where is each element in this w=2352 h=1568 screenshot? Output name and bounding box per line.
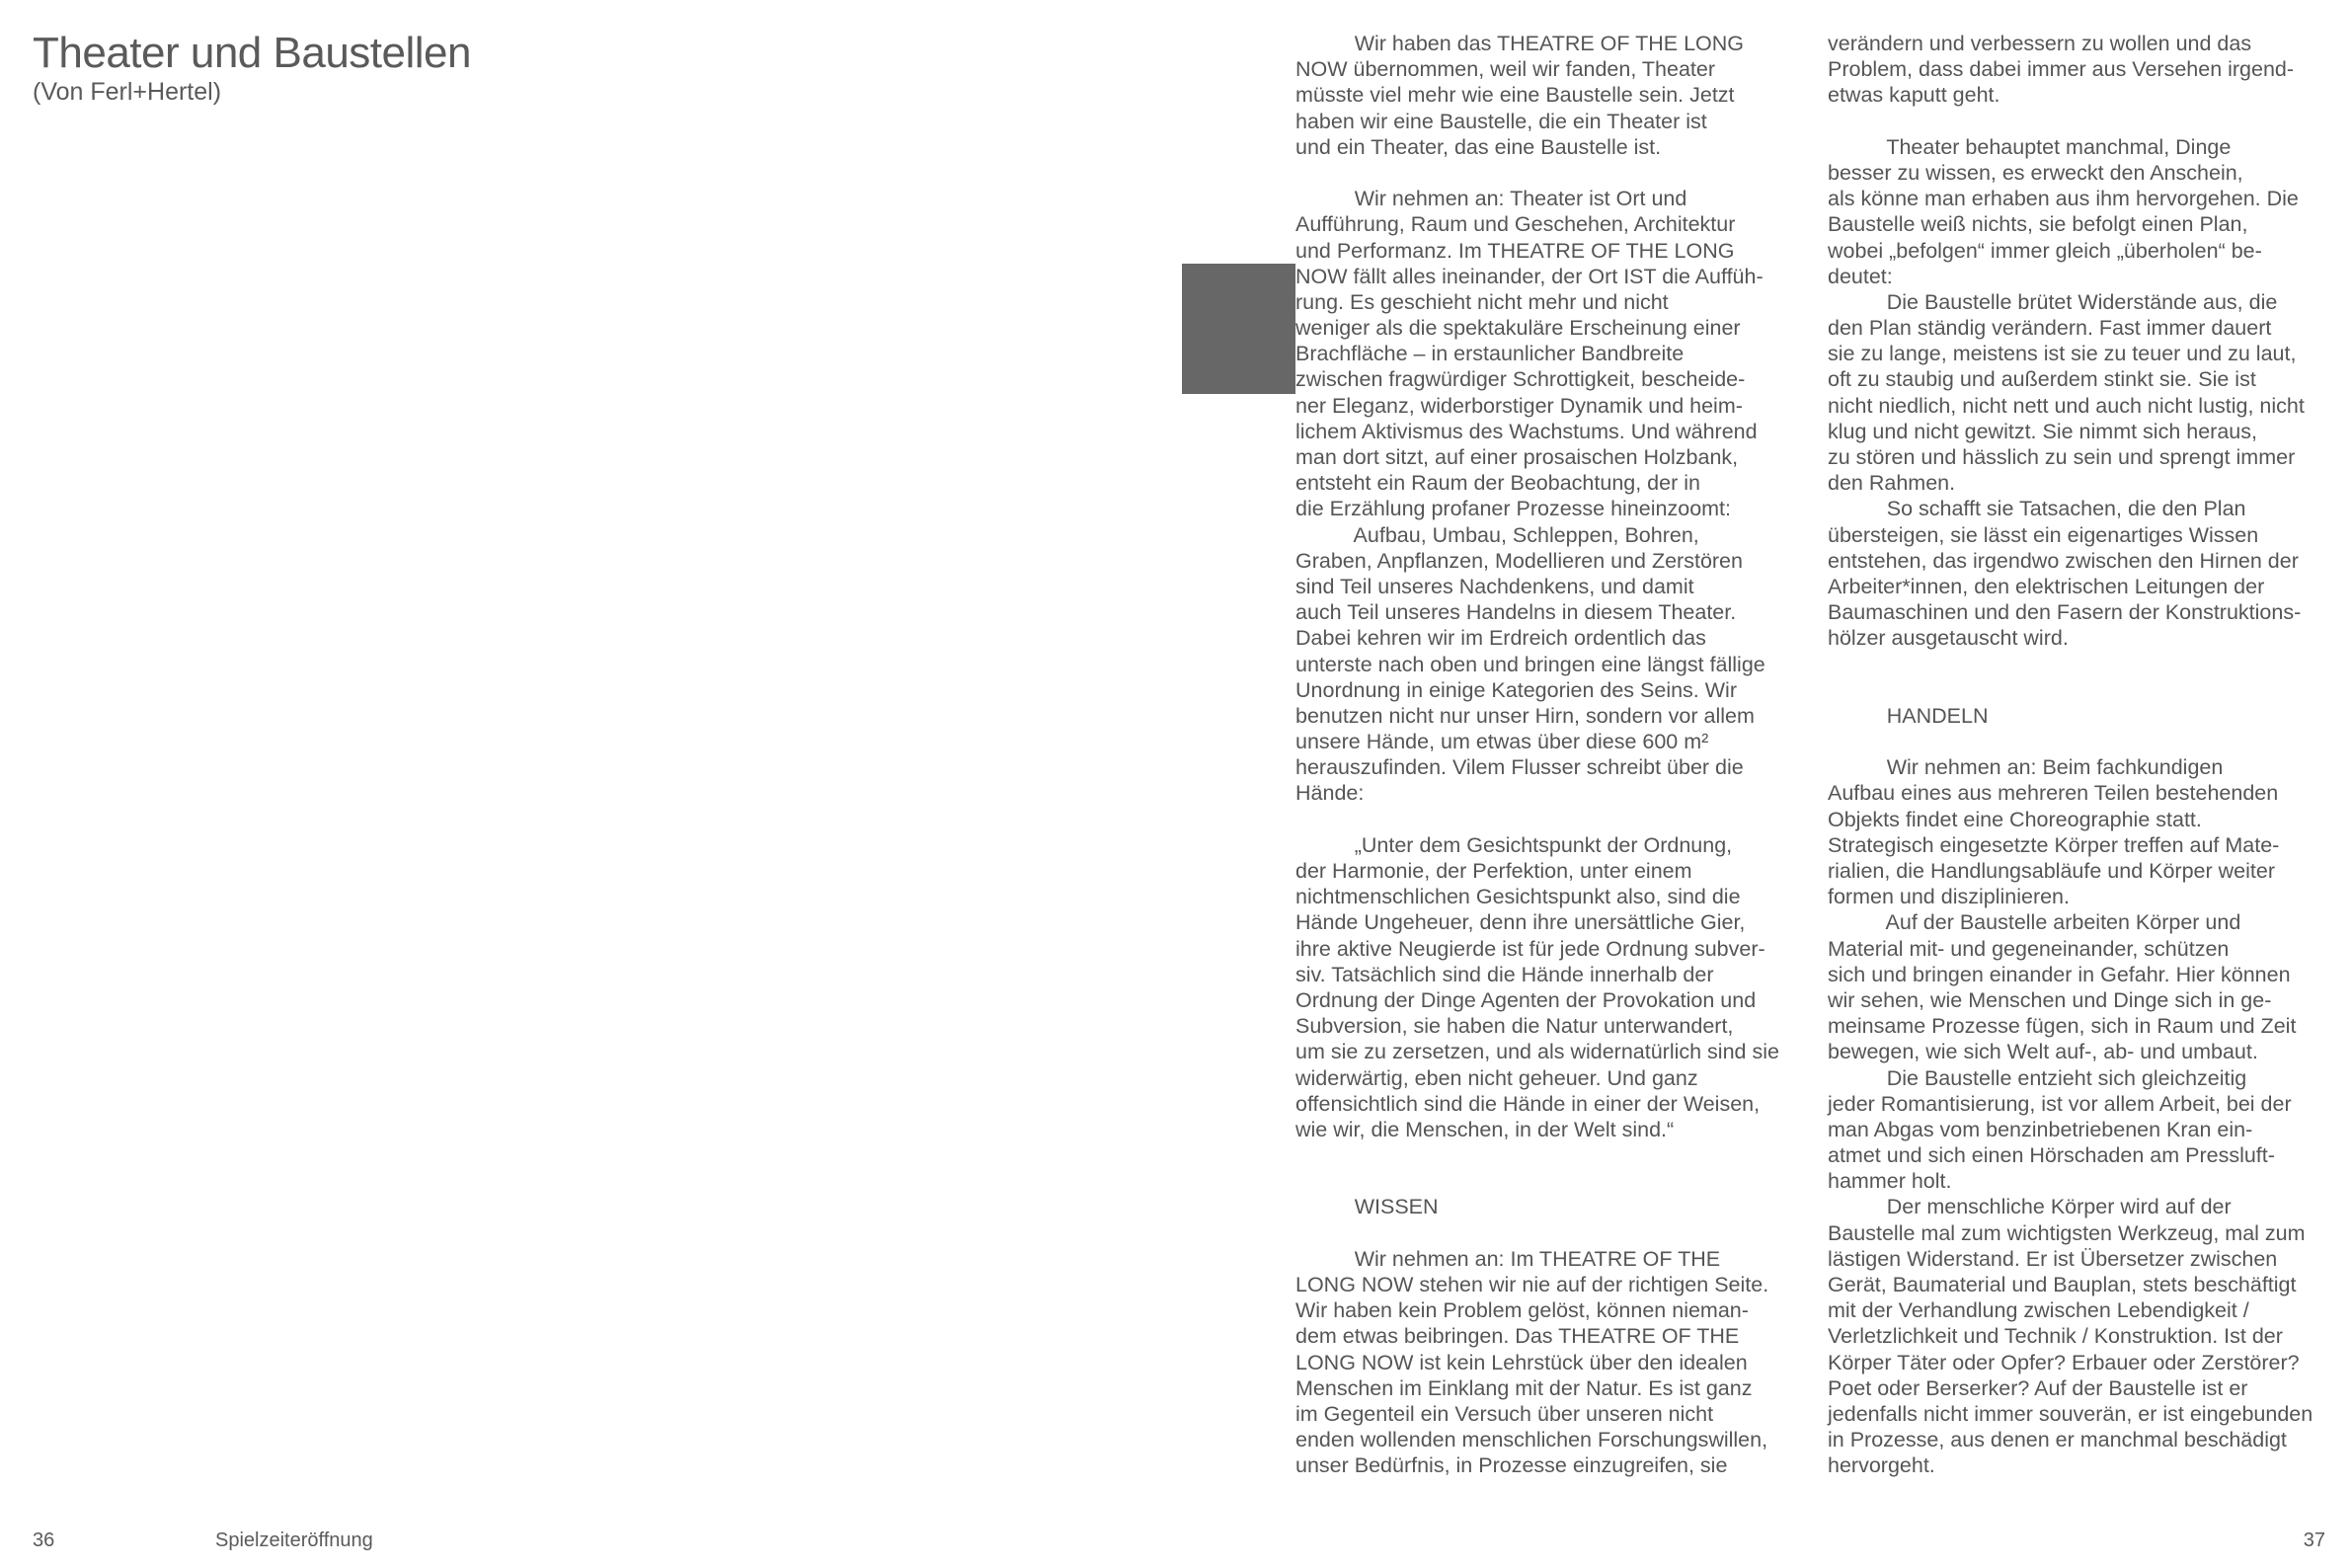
- left-column-line: wie wir, die Menschen, in der Welt sind.“: [1295, 1117, 1675, 1141]
- right-column-line: jeder Romantisierung, ist vor allem Arbeit, bei der: [1828, 1091, 2292, 1116]
- right-column-line: meinsame Prozesse fügen, sich in Raum und Zeit: [1828, 1014, 2297, 1039]
- left-column-line: Graben, Anpflanzen, Modellieren und Zerstören: [1295, 548, 1743, 573]
- right-column-line: Theater behauptet manchmal, Dinge: [1828, 134, 2232, 159]
- right-column-line: Arbeiter*innen, den elektrischen Leitungen der: [1828, 574, 2265, 598]
- page-title: Theater und Baustellen: [33, 29, 471, 77]
- left-column-line: NOW übernommen, weil wir fanden, Theater: [1295, 57, 1716, 82]
- right-column-line: [1828, 652, 2341, 677]
- left-column-line: und ein Theater, das eine Baustelle ist.: [1295, 134, 1662, 159]
- left-column-line: ner Eleganz, widerborstiger Dynamik und heim-: [1295, 393, 1743, 418]
- left-column-line: WISSEN: [1295, 1195, 1439, 1219]
- right-column-line: [1828, 729, 2341, 754]
- right-column-line: Der menschliche Körper wird auf der: [1828, 1195, 2232, 1219]
- left-column-line: Wir haben kein Problem gelöst, können nieman-: [1295, 1298, 1749, 1323]
- left-column-line: herauszufinden. Vilem Flusser schreibt über die: [1295, 755, 1744, 780]
- right-column-line: Die Baustelle brütet Widerstände aus, die: [1828, 289, 2278, 314]
- right-column-line: Körper Täter oder Opfer? Erbauer oder Zerstörer?: [1828, 1350, 2300, 1374]
- left-column-line: um sie zu zersetzen, und als widernatürlich sind sie: [1295, 1040, 1779, 1064]
- right-column-line: wir sehen, wie Menschen und Dinge sich in ge-: [1828, 987, 2272, 1012]
- right-column-line: rialien, die Handlungsabläufe und Körper weiter: [1828, 859, 2275, 883]
- right-column-line: Aufbau eines aus mehreren Teilen bestehenden: [1828, 781, 2279, 806]
- left-column-line: unsere Hände, um etwas über diese 600 m²: [1295, 730, 1709, 754]
- right-column-line: hervorgeht.: [1828, 1453, 1935, 1478]
- left-column-line: Aufführung, Raum und Geschehen, Architektur: [1295, 212, 1736, 237]
- left-column-line: zwischen fragwürdiger Schrottigkeit, bescheide-: [1295, 367, 1746, 392]
- left-column-line: Subversion, sie haben die Natur unterwandert,: [1295, 1014, 1734, 1039]
- right-column-line: Baustelle weiß nichts, sie befolgt einen Plan,: [1828, 212, 2248, 237]
- left-column-line: [1295, 807, 1809, 832]
- page-subtitle: (Von Ferl+Hertel): [33, 78, 222, 106]
- right-column-line: man Abgas vom benzinbetriebenen Kran ein-: [1828, 1117, 2253, 1141]
- right-column-line: sich und bringen einander in Gefahr. Hier können: [1828, 962, 2291, 986]
- left-column-line: unterste nach oben und bringen eine längst fällige: [1295, 652, 1765, 676]
- right-column-line: Gerät, Baumaterial und Bauplan, stets beschäftigt: [1828, 1273, 2297, 1296]
- left-column-line: Unordnung in einige Kategorien des Seins. Wir: [1295, 677, 1737, 702]
- left-column-line: die Erzählung profaner Prozesse hineinzoomt:: [1295, 497, 1732, 521]
- right-column-line: den Plan ständig verändern. Fast immer dauert: [1828, 316, 2272, 341]
- right-column-line: HANDELN: [1828, 703, 1989, 728]
- text-column-right: [1828, 31, 2341, 1479]
- left-column-line: enden wollenden menschlichen Forschungswillen,: [1295, 1428, 1768, 1452]
- right-column-line: [1828, 677, 2341, 703]
- left-column-line: sind Teil unseres Nachdenkens, und damit: [1295, 574, 1694, 598]
- right-column-line: wobei „befolgen“ immer gleich „überholen“ be-: [1828, 238, 2262, 263]
- left-column-line: [1295, 1168, 1809, 1194]
- right-column-line: etwas kaputt geht.: [1828, 83, 2000, 108]
- left-column-line: LONG NOW ist kein Lehrstück über den idealen: [1295, 1350, 1748, 1374]
- left-column-line: der Harmonie, der Perfektion, unter einem: [1295, 859, 1692, 883]
- left-column-line: [1295, 1220, 1809, 1246]
- left-column-line: müsste viel mehr wie eine Baustelle sein. Jetzt: [1295, 83, 1735, 108]
- right-column-line: Baumaschinen und den Fasern der Konstruktions-: [1828, 600, 2302, 625]
- left-column-line: Menschen im Einklang mit der Natur. Es ist ganz: [1295, 1375, 1753, 1400]
- right-column-line: So schafft sie Tatsachen, die den Plan: [1828, 497, 2246, 521]
- left-column-line: und Performanz. Im THEATRE OF THE LONG: [1295, 238, 1735, 263]
- left-column-line: rung. Es geschieht nicht mehr und nicht: [1295, 289, 1669, 314]
- left-column-line: Ordnung der Dinge Agenten der Provokation und: [1295, 987, 1757, 1012]
- left-column-line: auch Teil unseres Handelns in diesem Theater.: [1295, 600, 1737, 625]
- right-column-line: besser zu wissen, es erweckt den Anschein,: [1828, 160, 2243, 185]
- left-column-line: im Gegenteil ein Versuch über unseren nicht: [1295, 1401, 1714, 1426]
- left-column-line: Hände:: [1295, 781, 1365, 806]
- left-column-line: weniger als die spektakuläre Erscheinung einer: [1295, 316, 1741, 341]
- left-column-line: Wir haben das THEATRE OF THE LONG: [1295, 32, 1745, 55]
- right-column-line: Objekts findet eine Choreographie statt.: [1828, 807, 2202, 831]
- right-column-line: verändern und verbessern zu wollen und das: [1828, 32, 2252, 55]
- right-column-line: lästigen Widerstand. Er ist Übersetzer zwischen: [1828, 1246, 2278, 1271]
- left-column-line: entsteht ein Raum der Beobachtung, der in: [1295, 471, 1700, 496]
- right-column-line: jedenfalls nicht immer souverän, er ist eingebunden: [1828, 1401, 2313, 1426]
- left-column-line: [1295, 1142, 1809, 1168]
- right-column-line: hölzer ausgetauscht wird.: [1828, 626, 2069, 651]
- left-column-line: unser Bedürfnis, in Prozesse einzugreifen, sie: [1295, 1453, 1728, 1478]
- left-column-line: LONG NOW stehen wir nie auf der richtigen Seite.: [1295, 1273, 1769, 1296]
- right-column-line: nicht niedlich, nicht nett und auch nicht lustig, nicht: [1828, 393, 2305, 418]
- right-column-line: oft zu staubig und außerdem stinkt sie. Sie ist: [1828, 367, 2256, 392]
- right-column-line: Die Baustelle entzieht sich gleichzeitig: [1828, 1065, 2247, 1090]
- right-column-line: [1828, 109, 2341, 134]
- right-column-line: zu stören und hässlich zu sein und sprengt immer: [1828, 445, 2296, 469]
- left-column-line: man dort sitzt, auf einer prosaischen Holzbank,: [1295, 445, 1739, 469]
- right-column-line: Baustelle mal zum wichtigsten Werkzeug, mal zum: [1828, 1220, 2306, 1245]
- left-column-line: NOW fällt alles ineinander, der Ort IST die Auffüh-: [1295, 264, 1764, 288]
- left-column-line: Wir nehmen an: Theater ist Ort und: [1295, 187, 1687, 211]
- left-column-line: ihre aktive Neugierde ist für jede Ordnung subver-: [1295, 936, 1765, 961]
- right-column-line: den Rahmen.: [1828, 471, 1956, 496]
- right-column-line: sie zu lange, meistens ist sie zu teuer und zu laut,: [1828, 342, 2297, 366]
- right-column-line: Wir nehmen an: Beim fachkundigen: [1828, 755, 2224, 780]
- right-column-line: Strategisch eingesetzte Körper treffen auf Mate-: [1828, 832, 2280, 857]
- right-column-line: als könne man erhaben aus ihm hervorgehen. Die: [1828, 187, 2299, 211]
- grey-decorative-block: [1182, 264, 1295, 394]
- left-column-line: „Unter dem Gesichtspunkt der Ordnung,: [1295, 832, 1733, 857]
- left-column-line: Dabei kehren wir im Erdreich ordentlich das: [1295, 626, 1706, 651]
- left-column-line: [1295, 160, 1809, 186]
- page-number-right: 37: [2303, 1529, 2325, 1551]
- left-column-line: nichtmenschlichen Gesichtspunkt also, sind die: [1295, 885, 1741, 909]
- left-column-line: dem etwas beibringen. Das THEATRE OF THE: [1295, 1324, 1740, 1349]
- left-column-line: widerwärtig, eben nicht geheuer. Und ganz: [1295, 1065, 1698, 1090]
- right-column-line: Auf der Baustelle arbeiten Körper und: [1828, 910, 2241, 935]
- right-column-line: in Prozesse, aus denen er manchmal beschädigt: [1828, 1428, 2287, 1452]
- right-column-line: klug und nicht gewitzt. Sie nimmt sich heraus,: [1828, 419, 2257, 443]
- left-column-line: Hände Ungeheuer, denn ihre unersättliche Gier,: [1295, 910, 1746, 935]
- right-column-line: formen und disziplinieren.: [1828, 885, 2070, 909]
- text-column-left: [1295, 31, 1809, 1479]
- left-column-line: haben wir eine Baustelle, die ein Theater ist: [1295, 109, 1707, 133]
- right-column-line: atmet und sich einen Hörschaden am Pressluft-: [1828, 1143, 2275, 1168]
- right-column-line: mit der Verhandlung zwischen Lebendigkeit /: [1828, 1298, 2249, 1323]
- right-column-line: hammer holt.: [1828, 1169, 1952, 1194]
- right-column-line: Problem, dass dabei immer aus Versehen irgend-: [1828, 57, 2295, 82]
- left-column-line: siv. Tatsächlich sind die Hände innerhalb der: [1295, 962, 1714, 986]
- right-column-line: Material mit- und gegeneinander, schützen: [1828, 936, 2230, 961]
- page-number-left: 36: [33, 1529, 55, 1551]
- right-column-line: Poet oder Berserker? Auf der Baustelle ist er: [1828, 1375, 2248, 1400]
- left-column-line: Wir nehmen an: Im THEATRE OF THE: [1295, 1246, 1721, 1271]
- right-column-line: entstehen, das irgendwo zwischen den Hirnen der: [1828, 548, 2299, 573]
- left-column-line: benutzen nicht nur unser Hirn, sondern vor allem: [1295, 703, 1755, 728]
- right-column-line: Verletzlichkeit und Technik / Konstruktion. Ist der: [1828, 1324, 2283, 1349]
- right-column-line: deutet:: [1828, 264, 1893, 288]
- left-column-line: Brachfläche – in erstaunlicher Bandbreite: [1295, 342, 1685, 366]
- left-column-line: lichem Aktivismus des Wachstums. Und während: [1295, 419, 1758, 443]
- right-column-line: bewegen, wie sich Welt auf-, ab- und umbaut.: [1828, 1040, 2258, 1064]
- right-column-line: übersteigen, sie lässt ein eigenartiges Wissen: [1828, 522, 2259, 547]
- left-column-line: offensichtlich sind die Hände in einer der Weisen,: [1295, 1091, 1761, 1116]
- left-column-line: Aufbau, Umbau, Schleppen, Bohren,: [1295, 522, 1699, 547]
- section-name: Spielzeiteröffnung: [215, 1529, 373, 1551]
